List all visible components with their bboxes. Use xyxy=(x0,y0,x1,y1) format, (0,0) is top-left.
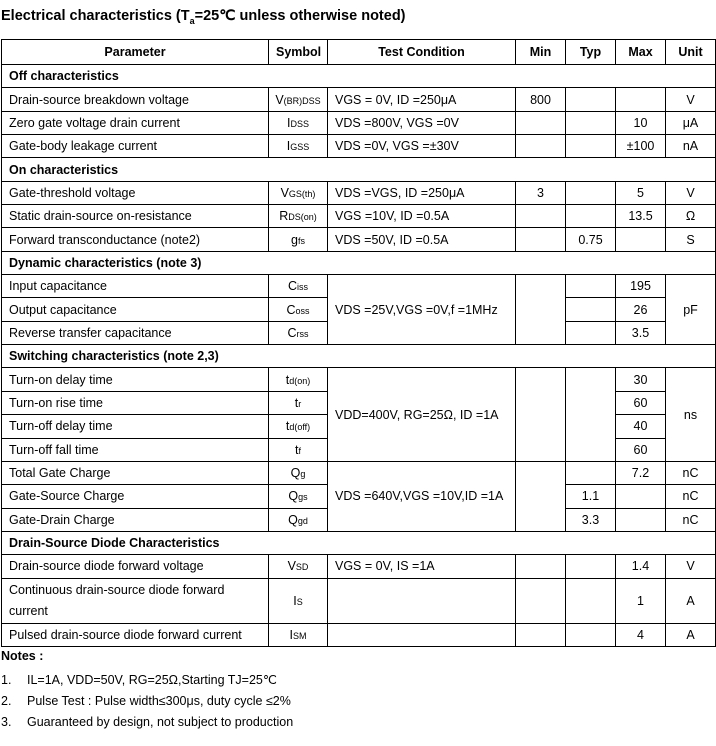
typ-cell xyxy=(566,205,616,228)
table-row xyxy=(2,228,716,251)
table-row xyxy=(2,555,716,578)
note-item: 1. IL=1A, VDD=50V, RG=25Ω,Starting TJ=25℃ xyxy=(1,673,277,687)
param-cell: Gate-body leakage current xyxy=(2,135,269,158)
symbol-cell: tf xyxy=(269,438,328,461)
condition-cell: VDS =50V, ID =0.5A xyxy=(328,228,516,251)
condition-cell: VDS =800V, VGS =0V xyxy=(328,111,516,134)
condition-cell: VDS =VGS, ID =250μA xyxy=(328,181,516,204)
notes-block xyxy=(1,649,293,736)
condition-cell: VGS = 0V, ID =250μA xyxy=(328,88,516,111)
max-cell: 5 xyxy=(616,181,666,204)
typ-cell xyxy=(566,623,616,646)
max-cell: 4 xyxy=(616,623,666,646)
param-cell: Forward transconductance (note2) xyxy=(2,228,269,251)
max-cell: 1.4 xyxy=(616,555,666,578)
typ-cell xyxy=(566,555,616,578)
max-cell: 60 xyxy=(616,391,666,414)
table-row xyxy=(2,623,716,646)
symbol-cell: Coss xyxy=(269,298,328,321)
header-symbol: Symbol xyxy=(269,40,328,65)
condition-cell xyxy=(328,578,516,623)
section-row xyxy=(2,65,716,88)
param-cell: Drain-source breakdown voltage xyxy=(2,88,269,111)
page-title: Electrical characteristics ($T_a=25℃$ unless otherwise noted) xyxy=(1,8,406,26)
min-cell xyxy=(516,275,566,345)
table-row xyxy=(2,111,716,134)
header-unit: Unit xyxy=(666,40,716,65)
max-cell: 26 xyxy=(616,298,666,321)
section-switching: Switching characteristics (note 2,3) xyxy=(2,345,716,368)
param-cell: Turn-on delay time xyxy=(2,368,269,391)
typ-cell xyxy=(566,111,616,134)
max-cell: 30 xyxy=(616,368,666,391)
section-off: Off characteristics xyxy=(2,65,716,88)
symbol-cell: Qgd xyxy=(269,508,328,531)
unit-cell: μA xyxy=(666,111,716,134)
unit-cell: nC xyxy=(666,461,716,484)
section-row xyxy=(2,345,716,368)
max-cell: 40 xyxy=(616,415,666,438)
typ-cell xyxy=(566,298,616,321)
typ-cell xyxy=(566,181,616,204)
min-cell xyxy=(516,228,566,251)
unit-cell: V xyxy=(666,88,716,111)
param-cell: Turn-off fall time xyxy=(2,438,269,461)
min-cell: 800 xyxy=(516,88,566,111)
symbol-cell: IDSS xyxy=(269,111,328,134)
max-cell: 7.2 xyxy=(616,461,666,484)
symbol-cell: td(off) xyxy=(269,415,328,438)
table-row xyxy=(2,88,716,111)
symbol-cell: tr xyxy=(269,391,328,414)
section-diode: Drain-Source Diode Characteristics xyxy=(2,531,716,554)
param-cell: Input capacitance xyxy=(2,275,269,298)
param-cell: Turn-off delay time xyxy=(2,415,269,438)
symbol-cell: VGS(th) xyxy=(269,181,328,204)
symbol-cell: Ciss xyxy=(269,275,328,298)
table-row xyxy=(2,205,716,228)
param-cell: Turn-on rise time xyxy=(2,391,269,414)
unit-cell: S xyxy=(666,228,716,251)
unit-cell: A xyxy=(666,623,716,646)
max-cell: 10 xyxy=(616,111,666,134)
max-cell xyxy=(616,228,666,251)
typ-cell xyxy=(566,88,616,111)
max-cell: 60 xyxy=(616,438,666,461)
min-cell xyxy=(516,555,566,578)
min-cell xyxy=(516,135,566,158)
condition-cell: VDS =0V, VGS =±30V xyxy=(328,135,516,158)
max-cell: 195 xyxy=(616,275,666,298)
table-row xyxy=(2,275,716,298)
min-cell: 3 xyxy=(516,181,566,204)
symbol-cell: V(BR)DSS xyxy=(269,88,328,111)
unit-cell: A xyxy=(666,578,716,623)
note-item: 3. Guaranteed by design, not subject to production xyxy=(1,715,294,729)
symbol-cell: VSD xyxy=(269,555,328,578)
min-cell xyxy=(516,578,566,623)
typ-cell xyxy=(566,135,616,158)
unit-cell: V xyxy=(666,555,716,578)
unit-cell: pF xyxy=(666,275,716,345)
unit-cell: ns xyxy=(666,368,716,461)
unit-cell: nC xyxy=(666,485,716,508)
header-test-condition: Test Condition xyxy=(328,40,516,65)
symbol-cell: RDS(on) xyxy=(269,205,328,228)
header-row xyxy=(2,40,716,65)
symbol-cell: Crss xyxy=(269,321,328,344)
table-row xyxy=(2,135,716,158)
symbol-cell: gfs xyxy=(269,228,328,251)
typ-cell xyxy=(566,578,616,623)
param-cell: Drain-source diode forward voltage xyxy=(2,555,269,578)
symbol-cell: Qgs xyxy=(269,485,328,508)
min-cell xyxy=(516,461,566,531)
param-cell: Gate-Drain Charge xyxy=(2,508,269,531)
typ-cell: 1.1 xyxy=(566,485,616,508)
typ-cell: 0.75 xyxy=(566,228,616,251)
typ-cell xyxy=(566,321,616,344)
note-item: 2. Pulse Test : Pulse width≤300μs, duty cycle ≤2% xyxy=(1,694,291,708)
electrical-characteristics-table xyxy=(1,39,716,647)
min-cell xyxy=(516,623,566,646)
header-min: Min xyxy=(516,40,566,65)
unit-cell: Ω xyxy=(666,205,716,228)
section-on: On characteristics xyxy=(2,158,716,181)
param-cell: Gate-threshold voltage xyxy=(2,181,269,204)
min-cell xyxy=(516,111,566,134)
unit-cell: V xyxy=(666,181,716,204)
param-cell: Gate-Source Charge xyxy=(2,485,269,508)
max-cell xyxy=(616,88,666,111)
section-row xyxy=(2,531,716,554)
typ-cell xyxy=(566,275,616,298)
section-dynamic: Dynamic characteristics (note 3) xyxy=(2,251,716,274)
table-row xyxy=(2,578,716,623)
notes-heading: Notes : xyxy=(1,649,44,663)
max-cell: 3.5 xyxy=(616,321,666,344)
max-cell: 13.5 xyxy=(616,205,666,228)
condition-cell: VDS =25V,VGS =0V,f =1MHz xyxy=(328,275,516,345)
typ-cell xyxy=(566,461,616,484)
param-cell: Static drain-source on-resistance xyxy=(2,205,269,228)
param-cell: Zero gate voltage drain current xyxy=(2,111,269,134)
symbol-cell: IS xyxy=(269,578,328,623)
param-cell: Pulsed drain-source diode forward current xyxy=(2,623,269,646)
symbol-cell: Qg xyxy=(269,461,328,484)
condition-cell xyxy=(328,623,516,646)
unit-cell: nC xyxy=(666,508,716,531)
param-cell: Total Gate Charge xyxy=(2,461,269,484)
header-typ: Typ xyxy=(566,40,616,65)
condition-cell: VGS = 0V, IS =1A xyxy=(328,555,516,578)
typ-cell: 3.3 xyxy=(566,508,616,531)
condition-cell: VDD=400V, RG=25Ω, ID =1A xyxy=(328,368,516,461)
min-cell xyxy=(516,205,566,228)
symbol-cell: td(on) xyxy=(269,368,328,391)
min-cell xyxy=(516,368,566,461)
param-cell: Reverse transfer capacitance xyxy=(2,321,269,344)
table-row xyxy=(2,368,716,391)
table-row xyxy=(2,461,716,484)
section-row xyxy=(2,251,716,274)
unit-cell: nA xyxy=(666,135,716,158)
table-row xyxy=(2,181,716,204)
header-parameter: Parameter xyxy=(2,40,269,65)
section-row xyxy=(2,158,716,181)
symbol-cell: ISM xyxy=(269,623,328,646)
symbol-cell: IGSS xyxy=(269,135,328,158)
max-cell xyxy=(616,485,666,508)
param-cell: Continuous drain-source diode forward current xyxy=(2,578,269,623)
max-cell: ±100 xyxy=(616,135,666,158)
param-cell: Output capacitance xyxy=(2,298,269,321)
max-cell: 1 xyxy=(616,578,666,623)
header-max: Max xyxy=(616,40,666,65)
condition-cell: VGS =10V, ID =0.5A xyxy=(328,205,516,228)
condition-cell: VDS =640V,VGS =10V,ID =1A xyxy=(328,461,516,531)
typ-cell xyxy=(566,368,616,461)
max-cell xyxy=(616,508,666,531)
